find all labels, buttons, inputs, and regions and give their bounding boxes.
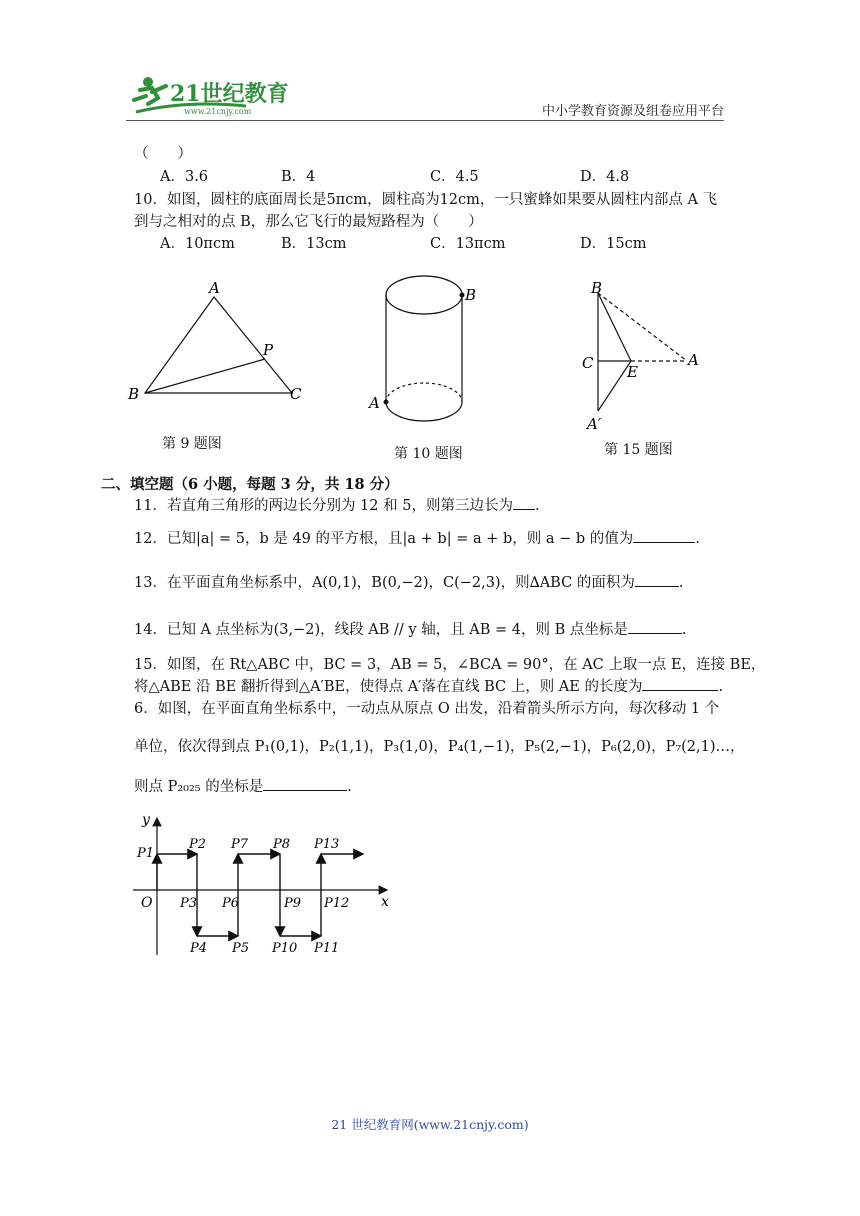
q15-line1: 15．如图，在 Rt△ABC 中，BC = 3，AB = 5，∠BCA = 90°，在 AC 上取一点 E，连接 BE， — [134, 657, 766, 673]
section-2-title: 二、填空题（6 小题，每题 3 分，共 18 分） — [101, 476, 399, 493]
q14-text: 14．已知 A 点坐标为(3,−2)，线段 AB // y 轴，且 AB = 4，则 B 点坐标是 . — [134, 618, 687, 639]
q9-option-c: C．4.5 — [430, 169, 479, 185]
fig9-caption: 第 9 题图 — [162, 436, 222, 452]
fig15-label-a-prime: A′ — [587, 415, 602, 433]
figure-15-triangle — [575, 275, 710, 435]
fig10-caption: 第 10 题图 — [394, 446, 463, 462]
fig9-label-a: A — [209, 279, 220, 297]
footer-text: 21 世纪教育网(www.21cnjy.com) — [331, 1117, 529, 1132]
path-label-p3: P3 — [180, 896, 198, 911]
figure-10-cylinder — [362, 270, 492, 430]
q9-option-d: D．4.8 — [580, 169, 630, 185]
q10-option-b: B．13cm — [281, 236, 347, 252]
q11-text: 11．若直角三角形的两边长分别为 12 和 5，则第三边长为 . — [134, 494, 540, 515]
header-divider — [126, 120, 724, 121]
fig15-label-b: B — [591, 279, 603, 297]
q10-option-d: D．15cm — [580, 236, 647, 252]
path-label-p9: P9 — [284, 896, 302, 911]
path-label-p11: P11 — [314, 941, 340, 956]
path-label-p10: P10 — [272, 941, 298, 956]
q11-blank — [513, 495, 535, 510]
fig9-label-c: C — [290, 385, 302, 403]
fig15-label-e: E — [627, 363, 638, 381]
path-label-p12: P12 — [324, 896, 350, 911]
fig9-label-p: P — [263, 341, 274, 359]
fig9-label-b: B — [128, 385, 140, 403]
path-label-p7: P7 — [231, 837, 249, 852]
path-axis-y: y — [142, 812, 150, 828]
path-label-p4: P4 — [190, 941, 208, 956]
svg-text:www.21cnjy.com: www.21cnjy.com — [184, 107, 252, 116]
path-label-p13: P13 — [314, 837, 340, 852]
fig15-label-a: A — [688, 351, 699, 369]
q13-blank — [635, 572, 679, 587]
q10-line1: 10．如图，圆柱的底面周长是5πcm，圆柱高为12cm，一只蜜蜂如果要从圆柱内部点 A 飞 — [134, 192, 718, 208]
fig10-label-b: B — [465, 286, 477, 304]
path-origin: O — [141, 895, 153, 911]
path-label-p5: P5 — [232, 941, 250, 956]
q10-line2: 到与之相对的点 B，那么它飞行的最短路程为（ ） — [134, 214, 483, 230]
q16-line3: 则点 P₂₀₂₅ 的坐标是 . — [134, 775, 352, 796]
svg-text:21世纪教育: 21世纪教育 — [170, 81, 289, 107]
q14-blank — [628, 619, 682, 634]
path-label-p8: P8 — [273, 837, 291, 852]
q10-option-c: C．13πcm — [430, 236, 506, 252]
fig10-label-a: A — [369, 394, 380, 412]
fig15-caption: 第 15 题图 — [604, 442, 673, 458]
q9-option-a: A．3.6 — [160, 169, 209, 185]
path-label-p1: P1 — [137, 846, 155, 861]
q12-blank — [633, 528, 695, 543]
figure-9-triangle — [120, 275, 320, 415]
path-label-p6: P6 — [222, 896, 240, 911]
q16-blank — [263, 776, 347, 791]
q15-line2: 将△ABE 沿 BE 翻折得到△A′BE，使得点 A′落在直线 BC 上，则 AE 的长度为 . — [134, 675, 723, 696]
q13-text: 13．在平面直角坐标系中，A(0,1)，B(0,−2)，C(−2,3)，则∆ABC 的面积为 . — [134, 571, 683, 592]
q16-line1: 6．如图，在平面直角坐标系中，一动点从原点 O 出发，沿着箭头所示方向，每次移动 1 个 — [134, 701, 720, 717]
q16-line2: 单位，依次得到点 P₁(0,1)，P₂(1,1)，P₃(1,0)，P₄(1,−1)，P₅(2,−1)，P₆(2,0)，P₇(2,1)…， — [134, 739, 745, 755]
path-label-p2: P2 — [189, 837, 207, 852]
header-platform-text: 中小学教育资源及组卷应用平台 — [541, 104, 724, 119]
path-axis-x: x — [381, 894, 389, 910]
q9-option-b: B．4 — [281, 169, 316, 185]
site-logo — [126, 70, 306, 120]
q9-answer-paren: （ ） — [134, 146, 192, 162]
fig15-label-c: C — [582, 354, 594, 372]
q15-blank — [642, 676, 718, 691]
figure-16-path — [125, 810, 405, 960]
q12-text: 12．已知|a| = 5，b 是 49 的平方根，且|a + b| = a + b，则 a − b 的值为 . — [134, 527, 700, 548]
q10-option-a: A．10πcm — [160, 236, 235, 252]
